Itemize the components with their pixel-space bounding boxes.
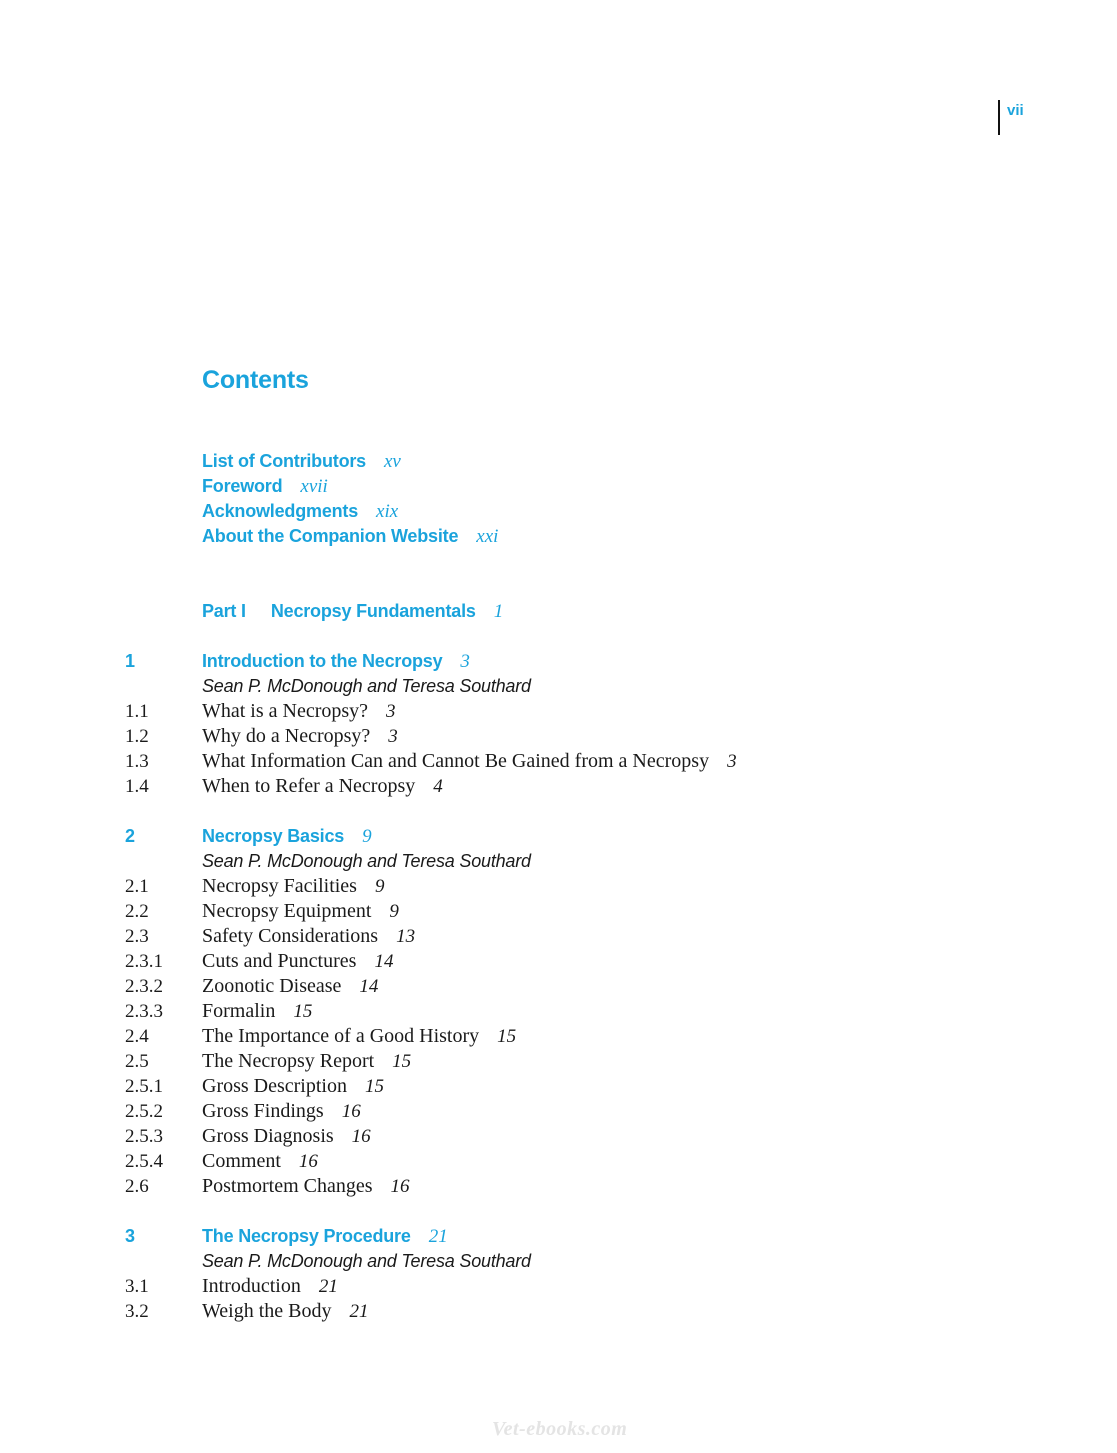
page-number-rule	[998, 100, 1000, 135]
section-page: 3	[388, 726, 398, 747]
chapter-page: 3	[460, 651, 470, 672]
section-page: 9	[374, 876, 385, 897]
section-number: 2.4	[125, 1026, 149, 1047]
section-page: 16	[390, 1176, 410, 1197]
section-number: 2.5.4	[125, 1151, 163, 1172]
section-number: 2.5.3	[125, 1126, 163, 1147]
part-page: 1	[493, 601, 504, 622]
watermark: Vet-ebooks.com	[492, 1418, 628, 1440]
section-number: 1.4	[125, 776, 149, 797]
chapter-title: Introduction to the Necropsy	[202, 651, 443, 671]
section-title: Why do a Necropsy?	[202, 725, 371, 747]
part-title: Necropsy Fundamentals	[270, 601, 476, 621]
section-page: 15	[364, 1076, 384, 1097]
section-title: Formalin	[202, 1000, 276, 1022]
section-number: 2.3.3	[125, 1001, 163, 1022]
section-number: 1.3	[125, 751, 149, 772]
part-label: Part I	[202, 601, 246, 621]
section-title: Cuts and Punctures	[202, 950, 357, 972]
page-number: vii	[1007, 102, 1024, 119]
section-page: 3	[727, 751, 737, 772]
section-title: When to Refer a Necropsy	[202, 775, 416, 797]
chapter-title: Necropsy Basics	[202, 826, 345, 846]
section-page: 15	[392, 1051, 412, 1072]
page-title: Contents	[202, 366, 309, 394]
section-title: Gross Findings	[202, 1100, 324, 1122]
section-page: 4	[433, 776, 443, 797]
toc-entry-page: xv	[383, 451, 401, 472]
section-page: 21	[318, 1276, 338, 1297]
chapter-number: 3	[125, 1226, 136, 1246]
section-title: Gross Diagnosis	[202, 1125, 334, 1147]
section-title: Comment	[202, 1150, 281, 1172]
section-page: 21	[349, 1301, 369, 1322]
section-number: 1.2	[125, 726, 149, 747]
section-page: 16	[298, 1151, 318, 1172]
toc-entry-title: About the Companion Website	[202, 526, 459, 546]
section-title: Necropsy Facilities	[202, 875, 357, 897]
section-number: 2.5.2	[125, 1101, 163, 1122]
section-number: 2.2	[125, 901, 149, 922]
section-page: 3	[386, 701, 396, 722]
section-page: 15	[497, 1026, 517, 1047]
section-page: 14	[374, 951, 394, 972]
section-title: Necropsy Equipment	[202, 900, 372, 922]
section-page: 15	[293, 1001, 313, 1022]
section-title: Zoonotic Disease	[202, 975, 342, 997]
toc-entry-title: Foreword	[202, 476, 283, 496]
section-title: Weigh the Body	[202, 1300, 332, 1322]
section-title: Introduction	[202, 1275, 301, 1297]
toc-entry-title: Acknowledgments	[202, 501, 359, 521]
chapter-page: 9	[362, 826, 372, 847]
section-number: 2.5	[125, 1051, 149, 1072]
section-page: 16	[341, 1101, 361, 1122]
section-number: 3.1	[125, 1276, 149, 1297]
section-title: Postmortem Changes	[202, 1175, 373, 1197]
toc-entry-page: xxi	[476, 526, 499, 547]
section-number: 1.1	[125, 701, 149, 722]
toc-entry-title: List of Contributors	[202, 451, 366, 471]
section-number: 2.5.1	[125, 1076, 163, 1097]
section-title: The Importance of a Good History	[202, 1025, 480, 1047]
section-title: The Necropsy Report	[202, 1050, 375, 1072]
chapter-number: 2	[125, 826, 136, 846]
section-page: 13	[396, 926, 416, 947]
section-title: Safety Considerations	[202, 925, 379, 947]
section-title: What Information Can and Cannot Be Gained from a Necropsy	[202, 750, 710, 772]
section-number: 3.2	[125, 1301, 149, 1322]
section-number: 2.3	[125, 926, 149, 947]
section-number: 2.6	[125, 1176, 149, 1197]
section-title: What is a Necropsy?	[202, 700, 369, 722]
section-title: Gross Description	[202, 1075, 347, 1097]
toc-entry-page: xix	[376, 501, 399, 522]
section-page: 9	[389, 901, 399, 922]
chapter-number: 1	[125, 651, 136, 671]
section-number: 2.3.1	[125, 951, 163, 972]
section-number: 2.1	[125, 876, 149, 897]
chapter-title: The Necropsy Procedure	[202, 1226, 411, 1246]
section-number: 2.3.2	[125, 976, 163, 997]
chapter-page: 21	[428, 1226, 448, 1247]
toc-entry-page: xvii	[300, 476, 328, 497]
section-page: 16	[351, 1126, 371, 1147]
section-page: 14	[359, 976, 379, 997]
